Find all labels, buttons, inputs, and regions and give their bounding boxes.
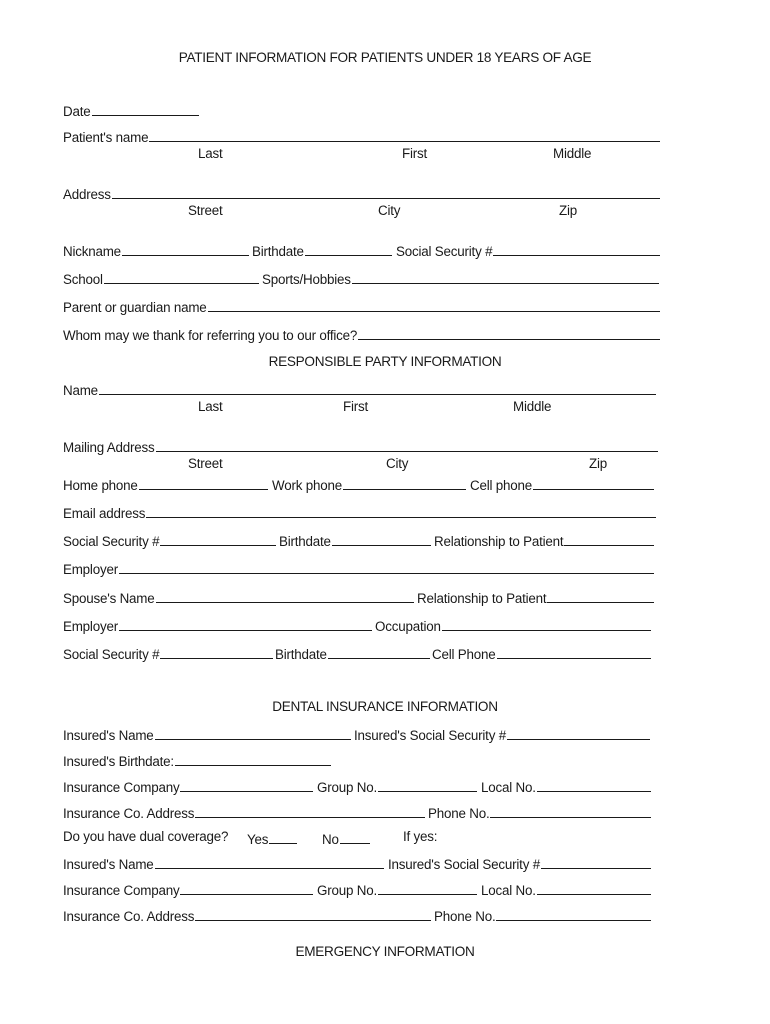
patient-name-line[interactable] [149, 128, 660, 142]
school-label: School [63, 272, 103, 287]
spouse-employer-label: Employer [63, 619, 118, 634]
insurance-company-line[interactable] [180, 778, 313, 792]
date-field[interactable] [63, 101, 201, 119]
cell-phone-line[interactable] [533, 476, 654, 490]
responsible-birthdate-line[interactable] [332, 532, 431, 546]
spouse-ssn-field[interactable] [63, 644, 275, 662]
responsible-middle-caption: Middle [513, 399, 552, 414]
home-phone-line[interactable] [139, 476, 268, 490]
work-phone-line[interactable] [343, 476, 466, 490]
responsible-ssn-label: Social Security # [63, 534, 160, 549]
employer-line[interactable] [119, 560, 654, 574]
occupation-line[interactable] [442, 617, 651, 631]
responsible-birthdate-label: Birthdate [279, 534, 331, 549]
spouse-ssn-line[interactable] [160, 645, 273, 659]
insurance-phone-2-label: Phone No. [434, 909, 496, 924]
responsible-last-caption: Last [198, 399, 223, 414]
cell-phone-field[interactable] [470, 475, 656, 493]
spouse-birthdate-field[interactable] [275, 644, 432, 662]
local-no-field[interactable] [481, 777, 653, 795]
address-label: Address [63, 187, 111, 202]
patient-name-middle-caption: Middle [553, 146, 592, 161]
birthdate-line[interactable] [305, 242, 392, 256]
spouse-employer-line[interactable] [119, 617, 372, 631]
responsible-ssn-field[interactable] [63, 531, 278, 549]
nickname-line[interactable] [122, 242, 249, 256]
insured-name-2-line[interactable] [155, 855, 384, 869]
occupation-label: Occupation [375, 619, 441, 634]
insured-ssn-2-line[interactable] [541, 855, 651, 869]
work-phone-field[interactable] [272, 475, 468, 493]
insurance-address-field[interactable] [63, 803, 427, 821]
group-no-label: Group No. [317, 780, 377, 795]
insured-ssn-2-field[interactable] [388, 854, 653, 872]
insurance-company-2-field[interactable] [63, 880, 315, 898]
spouse-birthdate-line[interactable] [328, 645, 430, 659]
school-field[interactable] [63, 269, 261, 287]
nickname-label: Nickname [63, 244, 121, 259]
insurance-address-2-label: Insurance Co. Address [63, 909, 195, 924]
address-zip-caption: Zip [559, 203, 578, 218]
nickname-field[interactable] [63, 241, 251, 259]
emergency-heading: EMERGENCY INFORMATION [295, 944, 475, 959]
referral-line[interactable] [358, 326, 660, 340]
local-no-2-line[interactable] [537, 881, 651, 895]
group-no-2-field[interactable] [317, 880, 479, 898]
responsible-name-line[interactable] [99, 381, 656, 395]
responsible-name-label: Name [63, 383, 98, 398]
guardian-name-field[interactable] [63, 297, 662, 315]
responsible-name-field[interactable] [63, 380, 658, 398]
guardian-name-label: Parent or guardian name [63, 300, 207, 315]
dental-insurance-heading: DENTAL INSURANCE INFORMATION [272, 699, 498, 714]
responsible-party-heading: RESPONSIBLE PARTY INFORMATION [268, 354, 502, 369]
insured-ssn-label: Insured's Social Security # [354, 728, 506, 743]
insured-birthdate-field[interactable] [63, 751, 333, 769]
local-no-label: Local No. [481, 780, 536, 795]
email-line[interactable] [146, 504, 656, 518]
spouse-relationship-label: Relationship to Patient [417, 591, 547, 606]
spouse-employer-field[interactable] [63, 616, 374, 634]
group-no-field[interactable] [317, 777, 479, 795]
spouse-name-line[interactable] [156, 589, 414, 603]
insured-name-line[interactable] [155, 726, 351, 740]
sports-hobbies-line[interactable] [352, 270, 659, 284]
school-line[interactable] [104, 270, 259, 284]
referral-label: Whom may we thank for referring you to our office? [63, 328, 358, 343]
responsible-birthdate-field[interactable] [279, 531, 433, 549]
form-title: PATIENT INFORMATION FOR PATIENTS UNDER 18 YEARS OF AGE [178, 50, 592, 65]
insurance-company-label: Insurance Company [63, 780, 180, 795]
mailing-zip-caption: Zip [589, 456, 608, 471]
insurance-phone-label: Phone No. [428, 806, 490, 821]
home-phone-label: Home phone [63, 478, 138, 493]
relationship-line[interactable] [564, 532, 654, 546]
patient-name-first-caption: First [402, 146, 428, 161]
mailing-address-line[interactable] [156, 438, 658, 452]
dual-no-field[interactable] [322, 829, 372, 847]
insured-name-field[interactable] [63, 725, 353, 743]
insured-birthdate-label: Insured's Birthdate: [63, 754, 174, 769]
local-no-line[interactable] [537, 778, 651, 792]
cell-phone-label: Cell phone [470, 478, 533, 493]
dual-yes-line[interactable] [269, 830, 297, 844]
responsible-first-caption: First [343, 399, 369, 414]
group-no-2-line[interactable] [378, 881, 477, 895]
insurance-company-2-line[interactable] [180, 881, 313, 895]
insurance-address-line[interactable] [195, 804, 425, 818]
spouse-ssn-label: Social Security # [63, 647, 160, 662]
insurance-phone-2-line[interactable] [496, 907, 651, 921]
referral-field[interactable] [63, 325, 662, 343]
spouse-name-label: Spouse's Name [63, 591, 155, 606]
insurance-phone-line[interactable] [490, 804, 651, 818]
local-no-2-field[interactable] [481, 880, 653, 898]
insurance-company-2-label: Insurance Company [63, 883, 180, 898]
home-phone-field[interactable] [63, 475, 270, 493]
patient-name-field[interactable] [63, 127, 662, 145]
spouse-cell-line[interactable] [497, 645, 651, 659]
employer-field[interactable] [63, 559, 656, 577]
if-yes-label: If yes: [403, 829, 438, 844]
insured-ssn-2-label: Insured's Social Security # [388, 857, 540, 872]
dual-no-label: No [322, 832, 339, 847]
address-city-caption: City [378, 203, 401, 218]
insurance-address-2-line[interactable] [195, 907, 431, 921]
email-label: Email address [63, 506, 146, 521]
spouse-name-field[interactable] [63, 588, 416, 606]
patient-ssn-field[interactable] [396, 241, 662, 259]
mailing-address-field[interactable] [63, 437, 660, 455]
date-label: Date [63, 104, 91, 119]
patient-name-label: Patient's name [63, 130, 149, 145]
dual-yes-label: Yes [247, 832, 269, 847]
spouse-cell-label: Cell Phone [432, 647, 496, 662]
insured-name-2-label: Insured's Name [63, 857, 154, 872]
relationship-field[interactable] [434, 531, 656, 549]
patient-name-last-caption: Last [198, 146, 223, 161]
patient-ssn-label: Social Security # [396, 244, 493, 259]
insured-ssn-line[interactable] [507, 726, 650, 740]
address-field[interactable] [63, 184, 662, 202]
guardian-name-line[interactable] [208, 298, 660, 312]
mailing-street-caption: Street [188, 456, 223, 471]
occupation-field[interactable] [375, 616, 653, 634]
insurance-phone-field[interactable] [428, 803, 653, 821]
insured-name-label: Insured's Name [63, 728, 154, 743]
sports-hobbies-field[interactable] [262, 269, 661, 287]
birthdate-field[interactable] [252, 241, 394, 259]
insurance-phone-2-field[interactable] [434, 906, 653, 924]
relationship-label: Relationship to Patient [434, 534, 564, 549]
local-no-2-label: Local No. [481, 883, 536, 898]
insured-ssn-field[interactable] [354, 725, 652, 743]
insurance-company-field[interactable] [63, 777, 315, 795]
dual-no-line[interactable] [340, 830, 370, 844]
birthdate-label: Birthdate [252, 244, 304, 259]
spouse-relationship-line[interactable] [547, 589, 654, 603]
employer-label: Employer [63, 562, 118, 577]
group-no-2-label: Group No. [317, 883, 377, 898]
spouse-birthdate-label: Birthdate [275, 647, 327, 662]
responsible-ssn-line[interactable] [160, 532, 276, 546]
patient-ssn-line[interactable] [493, 242, 660, 256]
spouse-relationship-field[interactable] [417, 588, 656, 606]
insurance-address-label: Insurance Co. Address [63, 806, 195, 821]
mailing-city-caption: City [386, 456, 409, 471]
address-street-caption: Street [188, 203, 223, 218]
insurance-address-2-field[interactable] [63, 906, 433, 924]
dual-coverage-question: Do you have dual coverage? [63, 829, 229, 844]
mailing-address-label: Mailing Address [63, 440, 155, 455]
sports-hobbies-label: Sports/Hobbies [262, 272, 351, 287]
address-line[interactable] [112, 185, 660, 199]
email-field[interactable] [63, 503, 658, 521]
spouse-cell-field[interactable] [432, 644, 653, 662]
insured-birthdate-line[interactable] [175, 752, 331, 766]
insured-name-2-field[interactable] [63, 854, 386, 872]
group-no-line[interactable] [378, 778, 477, 792]
date-line[interactable] [92, 102, 200, 116]
work-phone-label: Work phone [272, 478, 342, 493]
dual-yes-field[interactable] [247, 829, 299, 847]
